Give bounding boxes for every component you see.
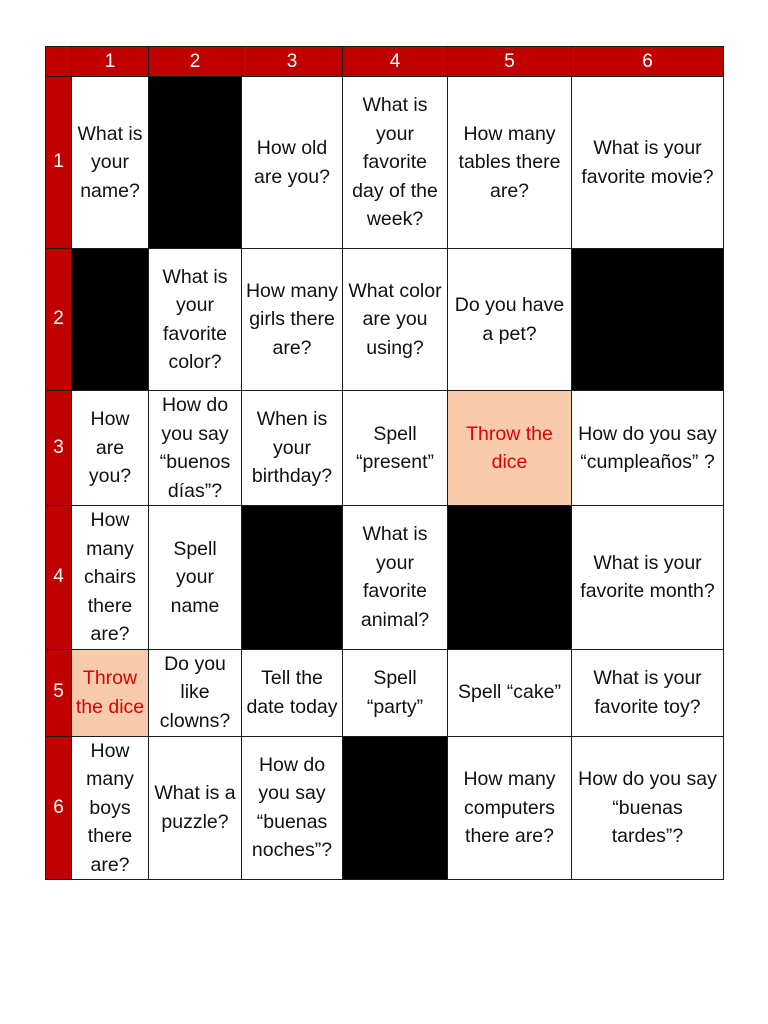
grid-cell-4-4: What is your favorite animal? — [343, 506, 448, 650]
grid-cell-5-2: Do you like clowns? — [149, 649, 242, 736]
grid-cell-2-6-blocked — [572, 249, 724, 391]
column-header-4: 4 — [343, 47, 448, 77]
grid-row-3 — [46, 391, 724, 506]
game-board-grid — [45, 46, 724, 880]
grid-cell-2-4: What color are you using? — [343, 249, 448, 391]
row-header-2: 2 — [46, 249, 72, 391]
grid-cell-1-5: How many tables there are? — [448, 77, 572, 249]
grid-cell-6-2: What is a puzzle? — [149, 736, 242, 880]
column-header-row — [46, 47, 724, 77]
grid-cell-6-4-blocked — [343, 736, 448, 880]
grid-cell-5-5: Spell “cake” — [448, 649, 572, 736]
grid-cell-5-1-dice: Throw the dice — [72, 649, 149, 736]
row-header-3: 3 — [46, 391, 72, 506]
grid-cell-3-2: How do you say “buenos días”? — [149, 391, 242, 506]
grid-cell-1-2-blocked — [149, 77, 242, 249]
grid-cell-3-3: When is your birthday? — [242, 391, 343, 506]
grid-cell-2-1-blocked — [72, 249, 149, 391]
column-header-3: 3 — [242, 47, 343, 77]
grid-cell-2-3: How many girls there are? — [242, 249, 343, 391]
grid-cell-3-4: Spell “present” — [343, 391, 448, 506]
grid-cell-4-3-blocked — [242, 506, 343, 650]
grid-cell-1-3: How old are you? — [242, 77, 343, 249]
grid-cell-1-6: What is your favorite movie? — [572, 77, 724, 249]
grid-cell-6-3: How do you say “buenas noches”? — [242, 736, 343, 880]
column-header-1: 1 — [72, 47, 149, 77]
column-header-6: 6 — [572, 47, 724, 77]
grid-cell-1-1: What is your name? — [72, 77, 149, 249]
grid-cell-6-5: How many computers there are? — [448, 736, 572, 880]
grid-cell-4-2: Spell your name — [149, 506, 242, 650]
grid-row-5 — [46, 649, 724, 736]
grid-cell-3-5-dice: Throw the dice — [448, 391, 572, 506]
grid-cell-3-1: How are you? — [72, 391, 149, 506]
grid-cell-2-5: Do you have a pet? — [448, 249, 572, 391]
row-header-6: 6 — [46, 736, 72, 880]
grid-cell-6-6: How do you say “buenas tardes”? — [572, 736, 724, 880]
grid-row-4 — [46, 506, 724, 650]
grid-cell-5-3: Tell the date today — [242, 649, 343, 736]
grid-row-6 — [46, 736, 724, 880]
grid-row-2 — [46, 249, 724, 391]
row-header-4: 4 — [46, 506, 72, 650]
grid-cell-2-2: What is your favorite color? — [149, 249, 242, 391]
grid-row-1 — [46, 77, 724, 249]
corner-cell — [46, 47, 72, 77]
grid-cell-5-6: What is your favorite toy? — [572, 649, 724, 736]
column-header-2: 2 — [149, 47, 242, 77]
row-header-1: 1 — [46, 77, 72, 249]
column-header-5: 5 — [448, 47, 572, 77]
grid-cell-4-5-blocked — [448, 506, 572, 650]
row-header-5: 5 — [46, 649, 72, 736]
grid-cell-4-6: What is your favorite month? — [572, 506, 724, 650]
grid-cell-1-4: What is your favorite day of the week? — [343, 77, 448, 249]
grid-cell-3-6: How do you say “cumpleaños” ? — [572, 391, 724, 506]
grid-cell-4-1: How many chairs there are? — [72, 506, 149, 650]
grid-cell-5-4: Spell “party” — [343, 649, 448, 736]
grid-cell-6-1: How many boys there are? — [72, 736, 149, 880]
